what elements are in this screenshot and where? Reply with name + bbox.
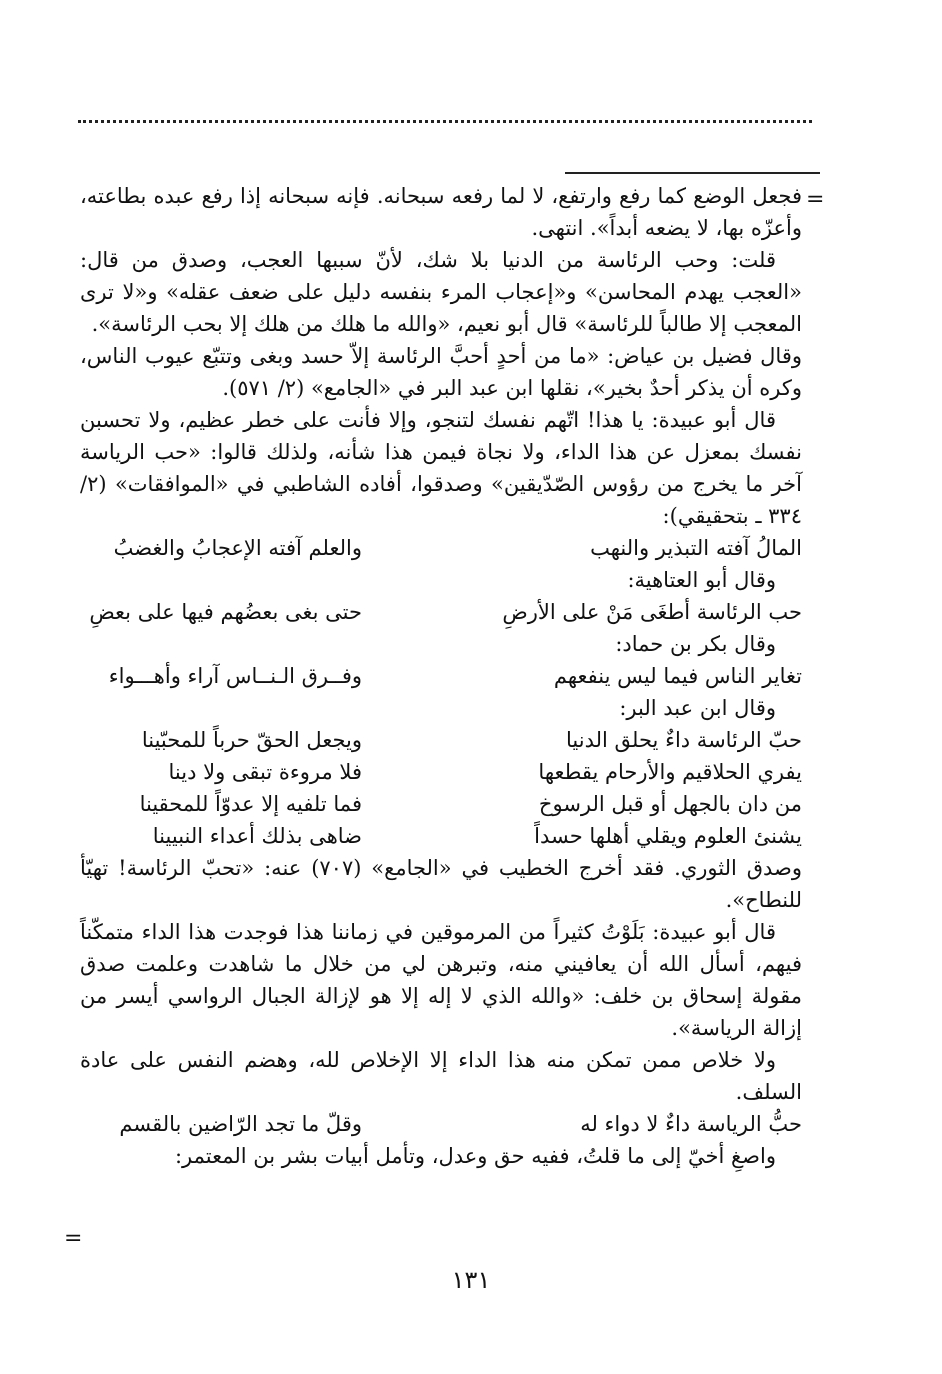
verse-first-hemistich: حبّ الرئاسة داءٌ يحلق الدنيا [566,728,802,752]
paragraph: قال أبو عبيدة: يا هذا! اتّهم نفسك لتنجو، وإلا فأنت على خطر عظيم، ولا تحسبن نفسك بمعزل عن هذا الداء، ولا نجاة فيمن هذا شأنه، ولذلك قالوا: «حب الرياسة آخر ما يخرج من رؤوس الصّدّيقين» وصدقوا، أفاده الشاطبي في «الموافقات» (٢/ ٣٣٤ ـ بتحقيقي): [80,408,802,528]
verse-intro: وقال أبو العتاهية: [627,568,776,592]
verse-line [80,724,802,756]
paragraph: واصغِ أخيّ إلى ما قلتُ، ففيه حق وعدل، وتأمل أبيات بشر بن المعتمر: [174,1144,776,1168]
footnote-separator-rule [565,172,820,174]
paragraph: قلت: وحب الرئاسة من الدنيا بلا شك، لأنّ سببها العجب، وصدق من قال: «العجب يهدم المحاسن» و«إعجاب المرء بنفسه دليل على ضعف عقله» و«لا ترى المعجب إلا طالباً للرئاسة» قال أبو نعيم، «والله ما هلك من هلك إلا بحب الرئاسة». [80,248,802,336]
verse-line [80,788,802,820]
verse-line [80,532,802,564]
verse-line [80,756,802,788]
verse-second-hemistich: ويجعل الحقّ حرباً للمحبّينا [141,728,362,752]
verse-second-hemistich: حتى بغى بعضُهم فيها على بعضِ [89,600,362,624]
verse-second-hemistich: والعلم آفته الإعجابُ والغضبُ [113,536,362,560]
verse-intro: وقال ابن عبد البر: [619,696,776,720]
verse-first-hemistich: المالُ آفته التبذير والنهب [590,536,802,560]
verse-first-hemistich: حب الرئاسة أطغَى مَنْ على الأرضِ [502,600,802,624]
verse-line [80,660,802,692]
verse-first-hemistich: تغاير الناس فيما ليس ينفعهم [553,664,802,688]
verse-second-hemistich: وقلّ ما تجد الرّاضين بالقسم [119,1112,362,1136]
verse-second-hemistich: فما تلفيه إلا عدوّاً للمحقينا [139,792,362,816]
verse-first-hemistich: يفري الحلاقيم والأرحام يقطعها [538,760,802,784]
verse-line [80,1108,802,1140]
verse-second-hemistich: ضاهى بذلك أعداء النبيينا [152,824,362,848]
header-dotted-rule [78,120,812,123]
page-number: ١٣١ [451,1266,491,1294]
paragraph: فجعل الوضع كما رفع وارتفع، لا لما رفعه سبحانه. فإنه سبحانه إذا رفع عبده بطاعته، وأعزّه بها، لا يضعه أبداً». انتهى. [80,184,802,240]
verse-line [80,596,802,628]
verse-second-hemistich: فلا مروءة تبقى ولا دينا [168,760,362,784]
paragraph: وقال فضيل بن عياض: «ما من أحدٍ أحبَّ الرئاسة إلاّ حسد وبغى وتتبّع عيوب الناس، وكره أن يذكر أحدٌ بخير»، نقلها ابن عبد البر في «الجامع» (٢/ ٥٧١). [80,344,802,400]
verse-intro: وقال بكر بن حماد: [615,632,776,656]
paragraph: وصدق الثوري. فقد أخرج الخطيب في «الجامع» (٧٠٧) عنه: «تحبّ الرئاسة! تهيّأ للنطاح». [80,856,802,912]
paragraph: ولا خلاص ممن تمكن منه هذا الداء إلا الإخلاص لله، وهضم النفس على عادة السلف. [80,1048,802,1104]
footnote-text [80,180,802,1172]
footnote-continuation-mark: = [806,187,825,212]
verse-first-hemistich: يشنئ العلوم ويقلي أهلها حسداً [534,824,802,848]
verse-line [80,820,802,852]
verse-first-hemistich: من دان بالجهل أو قبل الرسوخ [538,792,802,816]
paragraph: قال أبو عبيدة: بَلَوْتُ كثيراً من المرموقين في زماننا هذا فوجدت هذا الداء متمكّناً فيهم، أسأل الله أن يعافيني منه، وتبرهن لي من خلال ما شاهدت وعلمت صدق مقولة إسحاق بن خلف: «والله الذي لا إله إلا هو لإزالة الجبال الرواسي أيسر من إزالة الرياسة». [80,920,802,1040]
verse-first-hemistich: حبُّ الرياسة داءٌ لا دواء له [580,1112,802,1136]
footnote-continues-mark: = [64,1226,83,1251]
verse-second-hemistich: وفــرق الـنــاس آراء وأهـــواء [108,664,362,688]
